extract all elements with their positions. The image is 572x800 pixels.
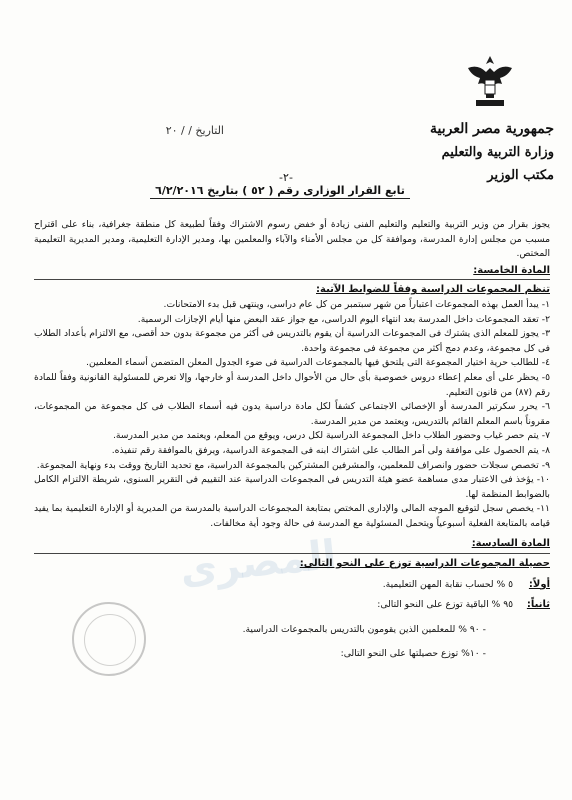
article6-title: المادة السادسة: bbox=[471, 538, 550, 550]
first-clause bbox=[34, 578, 550, 593]
list-item: ٤- للطالب حرية اختيار المجموعة التى يلتحق فيها بالمجموعات الدراسية فى ضوء الجدول المعلن المتضمن أسماء المعلمين. bbox=[86, 357, 550, 369]
intro-paragraph: يجوز بقرار من وزير التربية والتعليم والتعليم الفنى زيادة أو خفض رسوم الاشتراك وفقاً لطبيعة كل منطقة جغرافية، بناء على اقتراح مسبب من مجلس إدارة المدرسة، وموافقة كل من مجلس الأمناء والآباء والمعلمين بها، ومدير الإدارة التعليمية، ومدير المديرية التعليمية المختص. bbox=[34, 219, 550, 260]
second-clause bbox=[34, 598, 550, 613]
divider bbox=[34, 553, 550, 554]
article5-lead: تنظم المجموعات الدراسية وفقاً للضوابط الآتية: bbox=[316, 284, 550, 296]
eagle-emblem-icon bbox=[460, 50, 520, 112]
second-label: ثانياً: bbox=[526, 599, 550, 611]
list-item: ٦- يحرر سكرتير المدرسة أو الإخصائى الاجتماعى كشفاً لكل مادة دراسية يدون فيه أسماء الطلاب فى كل مجموعة من المجموعات، مقروناً باسم المعلم القائم بالتدريس، ويعتمد من مدير المدرسة. bbox=[34, 401, 550, 427]
list-item: ١١- يخصص سجل لتوقيع الموجه المالى والإدارى المختص بمتابعة المجموعات الدراسية بالمدرسة من المديرية أو الإدارة التعليمية بما يفيد قيامه بالمتابعة الفعلية أسبوعياً ويتحمل المسئولية مع المدرسة فى حالة وجود أية مخالفات. bbox=[34, 503, 550, 529]
first-label: أولاً: bbox=[528, 578, 550, 590]
article6-lead: حصيلة المجموعات الدراسية توزع على النحو التالى: bbox=[299, 558, 550, 570]
decree-subtitle: تابع القرار الوزارى رقم ( ٥٢ ) بتاريخ ٦/٢/٢٠١٦ bbox=[150, 184, 410, 199]
header-ministry: وزارة التربية والتعليم bbox=[441, 145, 554, 160]
list-item: - ٩٠ % للمعلمين الذين يقومون بالتدريس بالمجموعات الدراسية. bbox=[242, 623, 486, 635]
second-text: ٩٥ % الباقية توزع على النحو التالى: bbox=[377, 599, 514, 611]
list-item: ٨- يتم الحصول على موافقة ولى أمر الطالب على اشتراك ابنه فى المجموعة الدراسية، ويرفق بالموافقة رقم تنفيذه. bbox=[111, 444, 550, 456]
article5-title: المادة الخامسة: bbox=[473, 264, 550, 276]
list-item: - ١٠% توزع حصيلتها على النحو التالى: bbox=[340, 648, 486, 660]
watermark: المصرى bbox=[178, 531, 339, 595]
list-item: ١- يبدأ العمل بهذه المجموعات اعتباراً من شهر سبتمبر من كل عام دراسى، وينتهى قبل بدء الامتحانات. bbox=[163, 298, 550, 310]
header-country: جمهورية مصر العربية bbox=[430, 121, 554, 137]
list-item: ٧- يتم حصر غياب وحضور الطلاب داخل المجموعة الدراسية لكل درس، ويوقع من المعلم، ويعتمد من مدير المدرسة. bbox=[112, 430, 550, 442]
first-text: ٥ % لحساب نقابة المهن التعليمية. bbox=[382, 578, 514, 590]
list-item: ٩- تخصص سجلات حضور وانصراف للمعلمين، والمشرفين المشتركين بالمجموعة الدراسية، مع تحديد التاريخ ووقت بدء ونهاية المجموعة. bbox=[36, 459, 550, 471]
date-field: التاريخ / / ٢٠ bbox=[165, 124, 224, 137]
list-item: ٢- تعقد المجموعات داخل المدرسة بعد انتهاء اليوم الدراسى، مع جواز عقد البعض منها أيام الإجازات الرسمية. bbox=[137, 313, 550, 325]
list-item: ٥- يحظر على أى معلم إعطاء دروس خصوصية بأى حال من الأحوال داخل المدرسة أو خارجها، وإلا تعرض للمسئولية القانونية وفقاً للمادة رقم (٨٧) من قانون التعليم. bbox=[34, 371, 550, 398]
list-item: ٣- يجوز للمعلم الذى يشترك فى المجموعات الدراسية أن يقوم بالتدريس فى أكثر من مجموعة بدون حد أقصى، مع الالتزام بأعداد الطلاب فى كل مجموعة، وعدم دمج أكثر من مجموعة فى مجموعة واحدة. bbox=[34, 328, 550, 354]
page-number: -٢- bbox=[279, 171, 293, 184]
header-office: مكتب الوزير bbox=[487, 168, 554, 183]
list-item: ١٠- يؤخذ فى الاعتبار مدى مساهمة عضو هيئة التدريس فى المجموعات الدراسية عند التقييم فى التقرير السنوى، شريطة الالتزام الكامل بالضوابط المنظمة لها. bbox=[34, 474, 550, 500]
document-body bbox=[34, 218, 550, 662]
divider bbox=[34, 279, 550, 280]
